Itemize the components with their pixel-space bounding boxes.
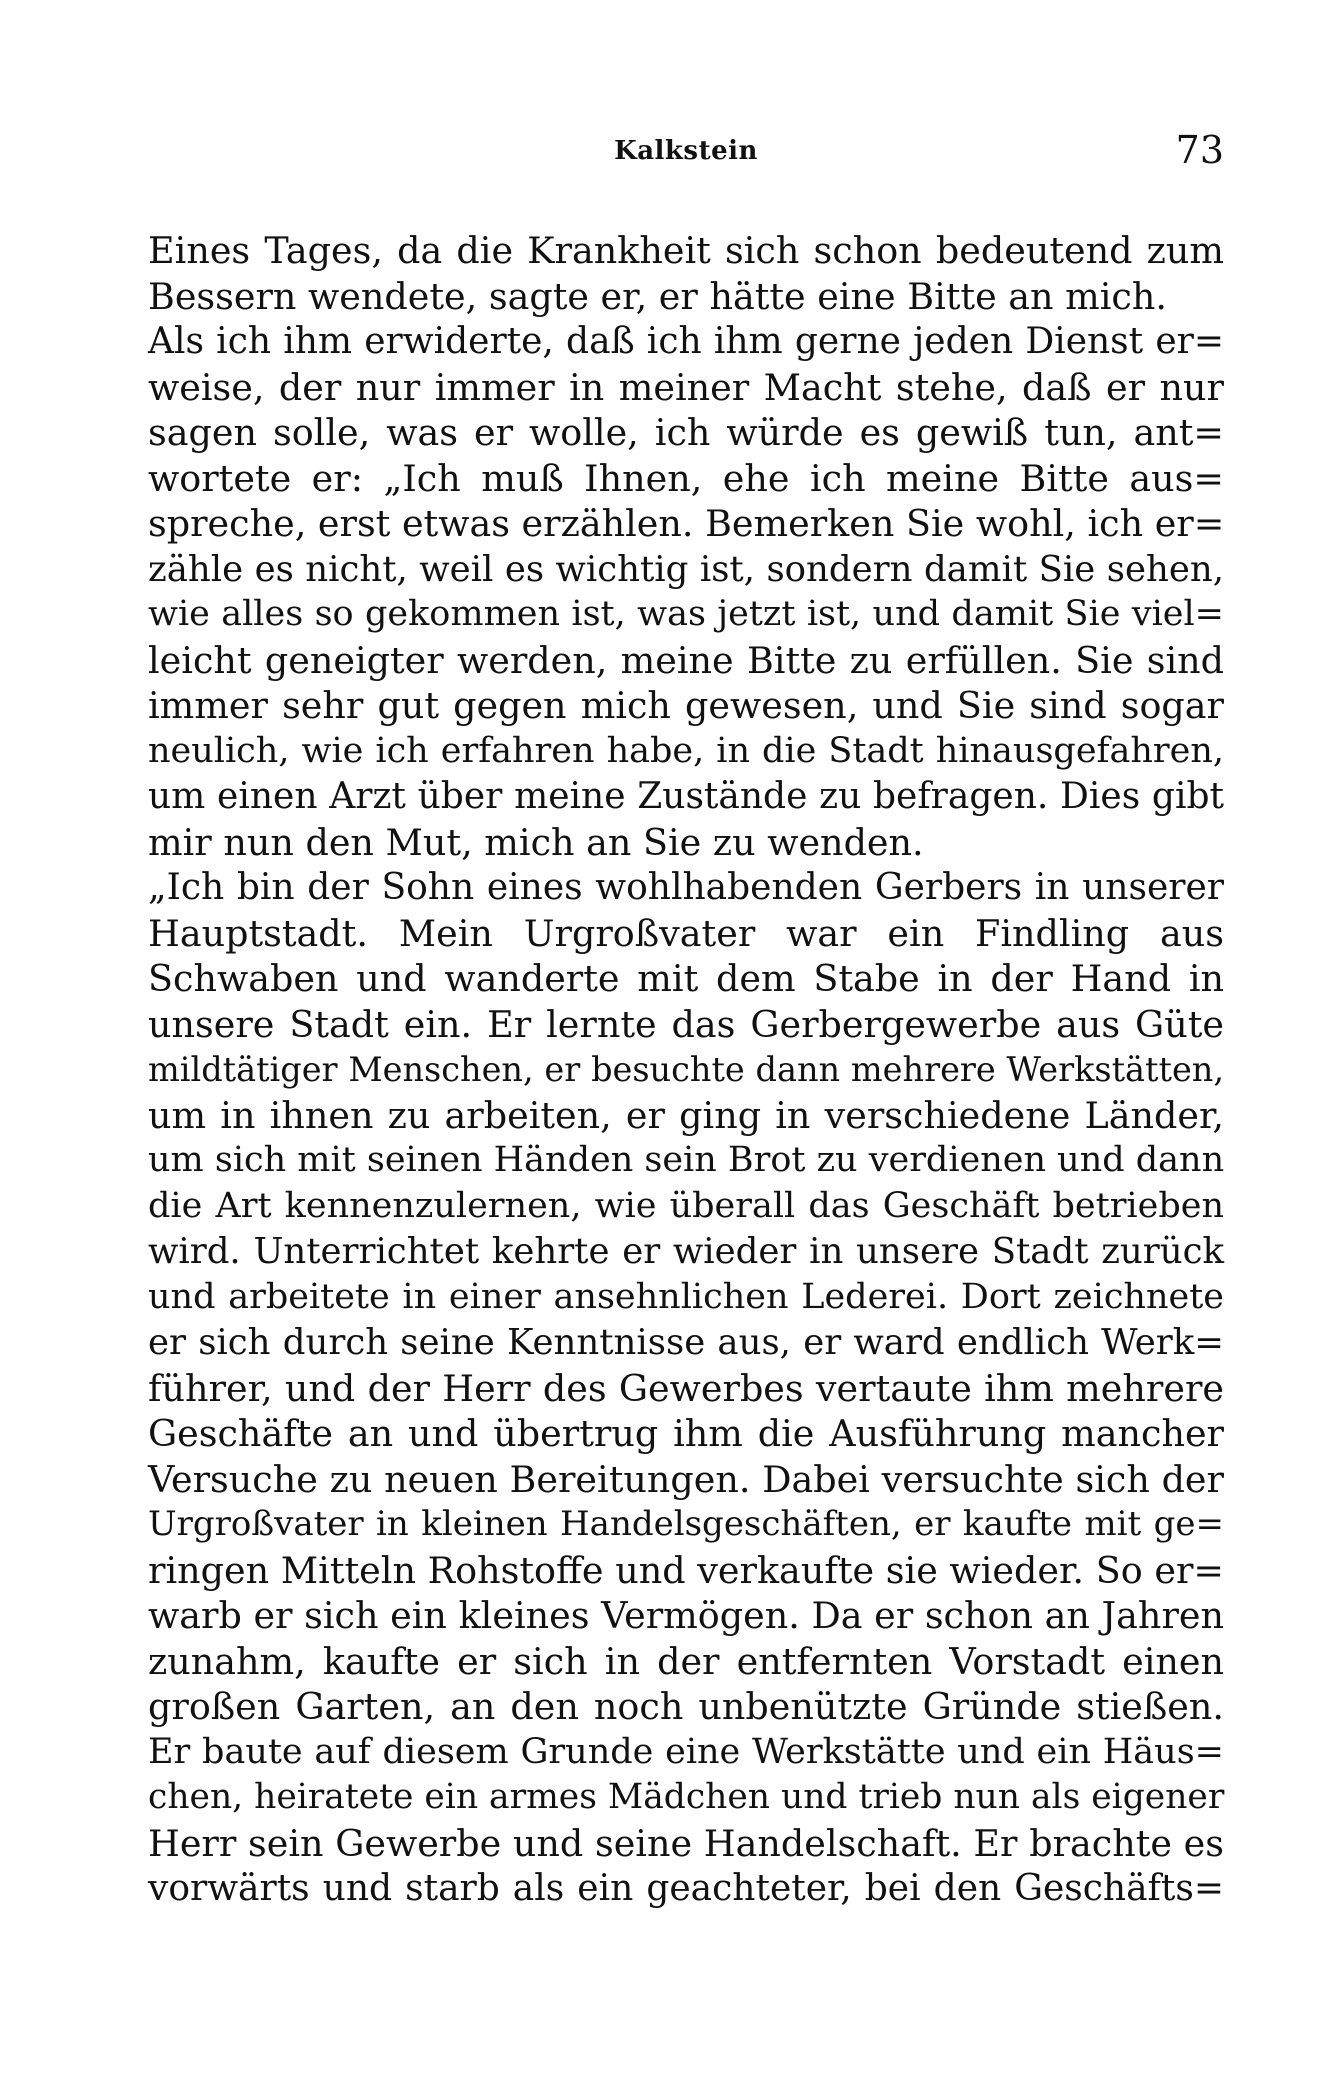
text-line: Hauptstadt. Mein Urgroßvater war ein Findling aus [148, 911, 1224, 955]
text-line: „Ich bin der Sohn eines wohlhabenden Gerbers in unserer [148, 867, 1224, 908]
text-line: leicht geneigter werden, meine Bitte zu erfüllen. Sie sind [148, 638, 1224, 682]
text-line: Herr sein Gewerbe und seine Handelschaft. Er brachte es [148, 1821, 1224, 1865]
text-line: um einen Arzt über meine Zustände zu befragen. Dies gibt [148, 776, 1224, 817]
text-line: vorwärts und starb als ein geachteter, bei den Geschäfts= [148, 1868, 1224, 1909]
text-line: und arbeitete in einer ansehnlichen Lederei. Dort zeichnete [148, 1276, 1224, 1317]
text-line: mildtätiger Menschen, er besuchte dann mehrere Werkstätten, [148, 1050, 1224, 1089]
text-line: wird. Unterrichtet kehrte er wieder in unsere Stadt zurück [148, 1231, 1224, 1272]
page-header [148, 128, 1224, 178]
text-line: immer sehr gut gegen mich gewesen, und Sie sind sogar [148, 684, 1224, 727]
text-line: weise, der nur immer in meiner Macht stehe, daß er nur [148, 365, 1224, 409]
text-line: großen Garten, an den noch unbenützte Gründe stießen. [148, 1685, 1224, 1728]
text-line: warb er sich ein kleines Vermögen. Da er schon an Jahren [148, 1594, 1224, 1637]
text-line: Geschäfte an und übertrug ihm die Ausführung mancher [148, 1412, 1224, 1455]
text-line: mir nun den Mut, mich an Sie zu wenden. [148, 820, 924, 864]
text-line: sagen solle, was er wolle, ich würde es gewiß tun, ant= [148, 411, 1224, 454]
text-line: Schwaben und wanderte mit dem Stabe in der Hand in [148, 957, 1224, 1000]
text-line: die Art kennenzulernen, wie überall das Geschäft betrieben [148, 1185, 1224, 1226]
text-line: wie alles so gekommen ist, was jetzt ist, und damit Sie viel= [148, 594, 1224, 634]
text-line: Eines Tages, da die Krankheit sich schon bedeutend zum [148, 229, 1224, 272]
text-line: er sich durch seine Kenntnisse aus, er ward endlich Werk= [148, 1322, 1224, 1363]
text-line: Als ich ihm erwiderte, daß ich ihm gerne jeden Dienst er= [148, 321, 1224, 362]
text-line: zähle es nicht, weil es wichtig ist, sondern damit Sie sehen, [148, 548, 1224, 590]
text-line: wortete er: „Ich muß Ihnen, ehe ich meine Bitte aus= [148, 456, 1224, 500]
text-line: um in ihnen zu arbeiten, er ging in verschiedene Länder, [148, 1093, 1224, 1137]
text-line: führer, und der Herr des Gewerbes vertaute ihm mehrere [148, 1366, 1224, 1410]
text-line: unsere Stadt ein. Er lernte das Gerbergewerbe aus Güte [148, 1002, 1224, 1046]
text-line: Urgroßvater in kleinen Handelsgeschäften, er kaufte mit ge= [148, 1504, 1224, 1544]
text-line: neulich, wie ich erfahren habe, in die Stadt hinausgefahren, [148, 730, 1224, 771]
text-line: zunahm, kaufte er sich in der entfernten Vorstadt einen [148, 1639, 1224, 1683]
text-line: spreche, erst etwas erzählen. Bemerken Sie wohl, ich er= [148, 502, 1225, 545]
text-line: Versuche zu neuen Bereitungen. Dabei versuchte sich der [148, 1457, 1224, 1501]
body-text [148, 228, 1224, 1912]
page-number: 73 [1175, 128, 1224, 172]
text-line: um sich mit seinen Händen sein Brot zu verdienen und dann [148, 1140, 1225, 1180]
text-line: Bessern wendete, sagte er, er hätte eine Bitte an mich. [148, 274, 1167, 318]
running-head: Kalkstein [614, 136, 758, 166]
text-line: chen, heiratete ein armes Mädchen und trieb nun als eigener [148, 1777, 1225, 1817]
text-line: Er baute auf diesem Grunde eine Werkstätte und ein Häus= [148, 1731, 1224, 1772]
text-line: ringen Mitteln Rohstoffe und verkaufte sie wieder. So er= [148, 1548, 1224, 1592]
